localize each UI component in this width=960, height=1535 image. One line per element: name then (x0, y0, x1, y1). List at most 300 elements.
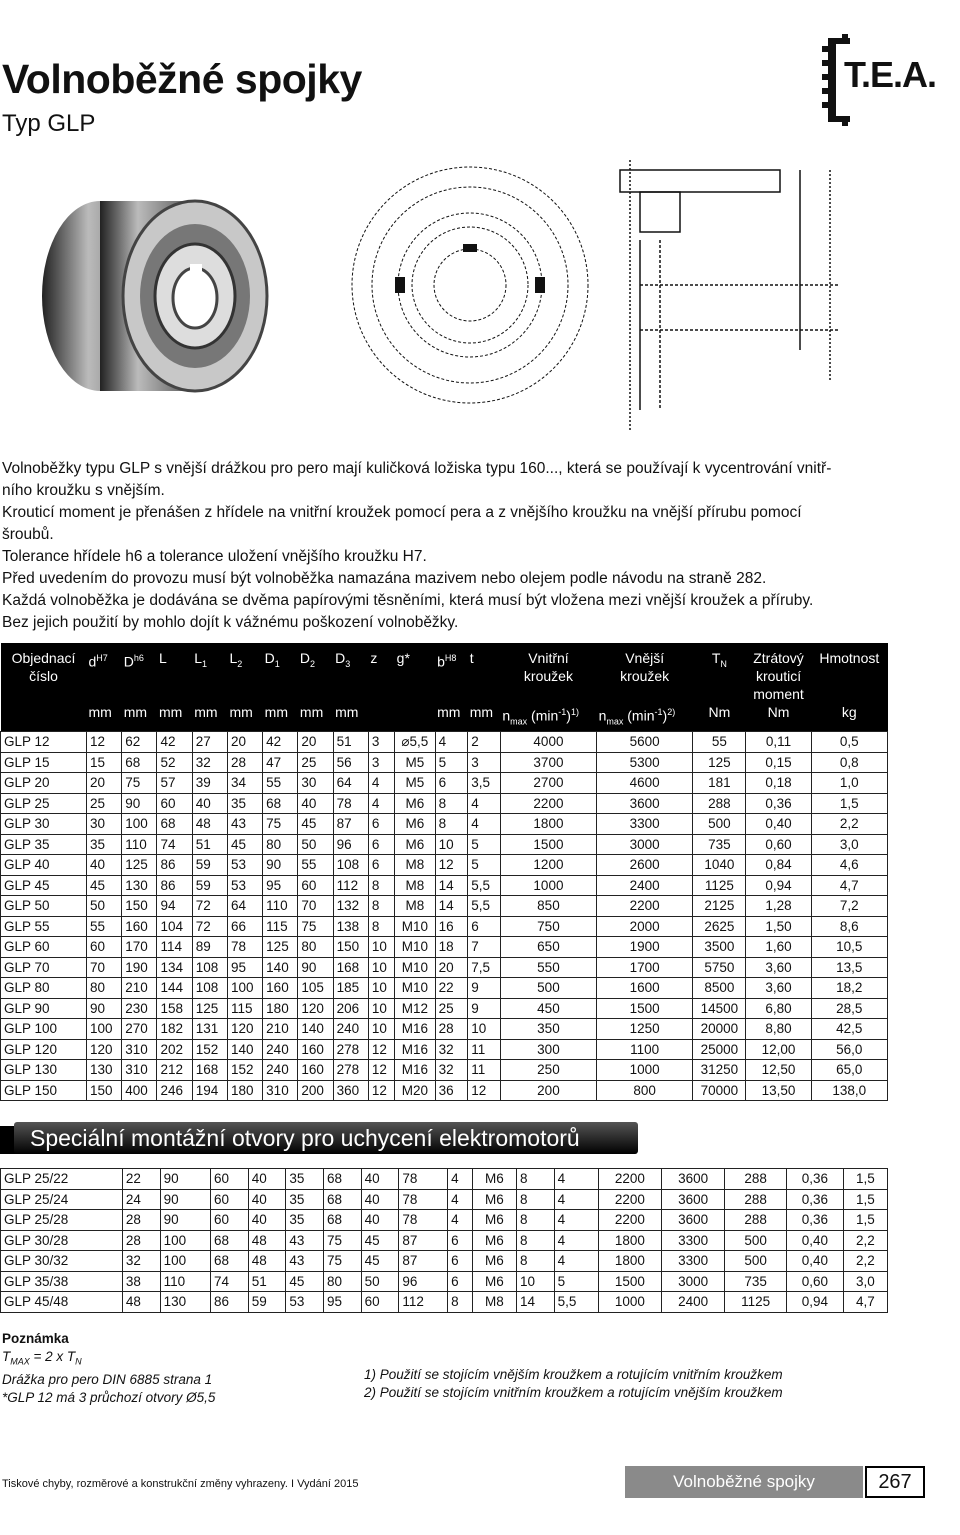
table-cell: 3600 (662, 1169, 725, 1190)
unit-cell: mm (87, 703, 122, 732)
unit-cell: mm (263, 703, 298, 732)
table-cell: 240 (263, 1060, 298, 1081)
table-cell: 4,6 (811, 855, 887, 876)
table-cell: 25000 (693, 1039, 746, 1060)
table-cell: 30 (298, 773, 333, 794)
table-cell: 80 (298, 937, 333, 958)
table-cell: 1100 (597, 1039, 693, 1060)
table-cell: 5,5 (468, 896, 501, 917)
table-cell: 5 (468, 834, 501, 855)
table-cell: 45 (361, 1230, 399, 1251)
table-cell: 8 (516, 1210, 554, 1231)
table-cell: 80 (324, 1271, 362, 1292)
table-cell: 95 (263, 875, 298, 896)
table-cell: 850 (500, 896, 596, 917)
table-header-row (1, 643, 888, 703)
table-cell: 1,5 (811, 793, 887, 814)
table-cell: M6 (472, 1271, 516, 1292)
unit-cell: Nm (693, 703, 746, 732)
header-D: $D^{h6}$ (122, 643, 157, 703)
table-cell: 60 (157, 793, 192, 814)
table-cell: 100 (160, 1230, 210, 1251)
table-cell: 0,94 (786, 1292, 843, 1313)
table-row (1, 1189, 888, 1210)
table-cell: 3600 (597, 793, 693, 814)
table-cell: 20 (435, 957, 468, 978)
table-cell: 9 (468, 998, 501, 1019)
table-cell: 25 (298, 752, 333, 773)
table-cell: GLP 90 (1, 998, 87, 1019)
table-cell: 32 (435, 1060, 468, 1081)
table-cell: 125 (263, 937, 298, 958)
front-view-drawing (335, 160, 605, 410)
unit-cell: kg (811, 703, 887, 732)
table-cell: 7,2 (811, 896, 887, 917)
table-cell: 212 (157, 1060, 192, 1081)
table-row (1, 732, 888, 753)
table-cell: 25 (435, 998, 468, 1019)
table-cell: GLP 12 (1, 732, 87, 753)
table-cell: 4 (554, 1169, 598, 1190)
table-cell: 60 (211, 1169, 249, 1190)
table-row (1, 1271, 888, 1292)
table-cell: 86 (157, 875, 192, 896)
table-cell: 40 (248, 1189, 286, 1210)
table-cell: 12 (468, 1080, 501, 1101)
table-cell: 53 (227, 855, 262, 876)
table-cell: 28,5 (811, 998, 887, 1019)
table-cell: 39 (192, 773, 227, 794)
table-cell: 86 (157, 855, 192, 876)
table-cell: 74 (211, 1271, 249, 1292)
table-cell: 74 (157, 834, 192, 855)
table-cell: 750 (500, 916, 596, 937)
special-section-header (0, 1122, 644, 1154)
table-cell: GLP 150 (1, 1080, 87, 1101)
table-cell: 8 (435, 814, 468, 835)
unit-nmax-outer: $n_{max}$ $(\min^{-1})^{2)}$ (597, 703, 693, 732)
header-L2: $L_2$ (227, 643, 262, 703)
table-cell: 140 (227, 1039, 262, 1060)
table-cell: 0,5 (811, 732, 887, 753)
table-cell: 68 (324, 1189, 362, 1210)
header-z: z (368, 643, 394, 703)
table-cell: 68 (157, 814, 192, 835)
table-cell: 4 (368, 773, 394, 794)
table-cell: 190 (122, 957, 157, 978)
table-row (1, 1169, 888, 1190)
logo-text: T.E.A. (844, 54, 937, 95)
table-cell: 500 (500, 978, 596, 999)
table-cell: 3,5 (468, 773, 501, 794)
table-cell: 170 (122, 937, 157, 958)
table-cell: 300 (500, 1039, 596, 1060)
table-cell: 8 (448, 1292, 473, 1313)
table-cell: 310 (263, 1080, 298, 1101)
table-cell: 4,7 (811, 875, 887, 896)
table-cell: 30 (87, 814, 122, 835)
intro-line: Krouticí moment je přenášen z hřídele na vnitřní kroužek pomocí pera a z vnějšího kroužku na vnější přírubu pomocí (2, 504, 802, 521)
table-cell: 1800 (500, 814, 596, 835)
table-cell: 6 (368, 814, 394, 835)
table-cell: 1250 (597, 1019, 693, 1040)
table-cell: 1,5 (843, 1169, 887, 1190)
table-cell: 0,40 (786, 1251, 843, 1272)
table-cell: 800 (597, 1080, 693, 1101)
table-cell: 18 (435, 937, 468, 958)
table-cell: M6 (395, 814, 435, 835)
table-cell: 8 (368, 875, 394, 896)
table-row (1, 773, 888, 794)
table-cell: M6 (395, 834, 435, 855)
table-row (1, 1251, 888, 1272)
table-cell: M8 (395, 896, 435, 917)
table-cell: 158 (157, 998, 192, 1019)
table-cell: 288 (725, 1210, 787, 1231)
table-cell: 68 (211, 1230, 249, 1251)
header-tn: $T_N$ (693, 643, 746, 703)
table-row (1, 814, 888, 835)
table-cell: 31250 (693, 1060, 746, 1081)
table-cell: 42,5 (811, 1019, 887, 1040)
table-cell: GLP 35 (1, 834, 87, 855)
table-cell: 3 (468, 752, 501, 773)
table-cell: 27 (192, 732, 227, 753)
footnotes (364, 1366, 783, 1402)
table-cell: 1125 (693, 875, 746, 896)
table-cell: 138 (333, 916, 368, 937)
table-cell: 240 (263, 1039, 298, 1060)
table-cell: 0,36 (786, 1169, 843, 1190)
table-cell: 3 (368, 732, 394, 753)
unit-cell: mm (468, 703, 501, 732)
table-row (1, 1080, 888, 1101)
table-cell: 70 (298, 896, 333, 917)
table-cell: 40 (361, 1189, 399, 1210)
header-vnejsi: Vnější kroužek (597, 643, 693, 703)
table-cell: 4600 (597, 773, 693, 794)
table-cell: 14 (516, 1292, 554, 1313)
table-cell: 60 (211, 1189, 249, 1210)
table-cell: 75 (122, 773, 157, 794)
table-row (1, 896, 888, 917)
table-cell: 1500 (598, 1271, 661, 1292)
table-cell: 125 (122, 855, 157, 876)
table-cell: 550 (500, 957, 596, 978)
table-cell: 130 (87, 1060, 122, 1081)
table-cell: 1000 (500, 875, 596, 896)
table-cell: 500 (725, 1251, 787, 1272)
table-cell: 14500 (693, 998, 746, 1019)
table-cell: 90 (160, 1189, 210, 1210)
table-cell: 8 (435, 793, 468, 814)
table-cell: 115 (227, 998, 262, 1019)
table-cell: M16 (395, 1039, 435, 1060)
table-cell: 40 (361, 1210, 399, 1231)
table-cell: 4 (435, 732, 468, 753)
table-cell: 62 (122, 732, 157, 753)
table-cell: 8 (516, 1169, 554, 1190)
table-cell: 108 (192, 957, 227, 978)
table-cell: 5600 (597, 732, 693, 753)
table-cell: 8500 (693, 978, 746, 999)
unit-nmax-inner: $n_{max}$ $(\min^{-1})^{1)}$ (500, 703, 596, 732)
table-cell: 3,0 (843, 1271, 887, 1292)
special-table (0, 1168, 888, 1313)
table-cell: 100 (87, 1019, 122, 1040)
table-cell: 8,80 (746, 1019, 811, 1040)
table-cell: 105 (298, 978, 333, 999)
table-cell: 100 (122, 814, 157, 835)
table-cell: 48 (192, 814, 227, 835)
table-cell: 0,60 (746, 834, 811, 855)
table-cell: GLP 30 (1, 814, 87, 835)
unit-cell (395, 703, 435, 732)
footer-box (625, 1466, 925, 1498)
table-cell: 57 (157, 773, 192, 794)
table-cell: 25 (87, 793, 122, 814)
table-cell: 90 (122, 793, 157, 814)
table-cell: 16 (435, 916, 468, 937)
table-cell: 56 (333, 752, 368, 773)
page-title: Volnoběžné spojky (2, 56, 362, 102)
table-cell: 55 (298, 855, 333, 876)
table-cell: 1,5 (843, 1189, 887, 1210)
table-cell: 87 (399, 1230, 448, 1251)
special-section-title: Speciální montážní otvory pro uchycení elektromotorů (30, 1125, 580, 1151)
table-cell: 24 (122, 1189, 160, 1210)
table-cell: GLP 70 (1, 957, 87, 978)
table-cell: 8 (516, 1251, 554, 1272)
table-cell: 40 (361, 1169, 399, 1190)
table-cell: 2200 (598, 1210, 661, 1231)
table-cell: 8 (368, 896, 394, 917)
table-cell: 50 (87, 896, 122, 917)
table-cell: 42 (157, 732, 192, 753)
table-cell: 3500 (693, 937, 746, 958)
table-cell: 78 (399, 1210, 448, 1231)
table-cell: 42 (263, 732, 298, 753)
table-cell: GLP 25/28 (1, 1210, 123, 1231)
header-d: $d^{H7}$ (87, 643, 122, 703)
header-b: $b^{H8}$ (435, 643, 468, 703)
table-cell: 5,5 (468, 875, 501, 896)
table-cell: M16 (395, 1060, 435, 1081)
table-cell: 288 (725, 1189, 787, 1210)
table-cell: 35 (286, 1169, 324, 1190)
table-row (1, 855, 888, 876)
table-cell: 120 (87, 1039, 122, 1060)
notes (2, 1330, 215, 1407)
table-cell: GLP 35/38 (1, 1271, 123, 1292)
table-cell: 180 (263, 998, 298, 1019)
intro-line: Před uvedením do provozu musí být volnoběžka namazána mazivem nebo olejem podle návodu na straně 282. (2, 570, 767, 587)
table-cell: 230 (122, 998, 157, 1019)
table-cell: 1800 (598, 1251, 661, 1272)
table-row (1, 998, 888, 1019)
table-row (1, 978, 888, 999)
table-cell: 35 (227, 793, 262, 814)
table-cell: 90 (160, 1169, 210, 1190)
table-cell: GLP 50 (1, 896, 87, 917)
table-cell: 160 (298, 1060, 333, 1081)
table-cell: 18,2 (811, 978, 887, 999)
table-cell: 70000 (693, 1080, 746, 1101)
table-row (1, 957, 888, 978)
table-cell: 3300 (597, 814, 693, 835)
header-vnitrni: Vnitřní kroužek (500, 643, 596, 703)
specs-table (0, 643, 888, 1101)
table-cell: 68 (263, 793, 298, 814)
table-cell: 150 (122, 896, 157, 917)
table-cell: 3,0 (811, 834, 887, 855)
table-cell: 115 (263, 916, 298, 937)
intro-line: Bez jejich použití by mohlo dojít k vážnému poškození volnoběžky. (2, 614, 459, 631)
table-cell: 10 (435, 834, 468, 855)
table-cell: 12 (368, 1039, 394, 1060)
table-cell: 2000 (597, 916, 693, 937)
table-cell: 96 (399, 1271, 448, 1292)
table-cell: 59 (192, 855, 227, 876)
table-cell: 6 (448, 1251, 473, 1272)
table-cell: 100 (160, 1251, 210, 1272)
page-subtitle: Typ GLP (2, 110, 96, 137)
table-cell: ⌀5,5 (395, 732, 435, 753)
table-cell: 160 (263, 978, 298, 999)
table-cell: 112 (399, 1292, 448, 1313)
table-cell: 95 (324, 1292, 362, 1313)
table-cell: 131 (192, 1019, 227, 1040)
table-cell: 68 (324, 1210, 362, 1231)
table-row (1, 875, 888, 896)
glp12-note: *GLP 12 má 3 průchozí otvory Ø5,5 (2, 1389, 216, 1405)
table-cell: 2,2 (843, 1251, 887, 1272)
table-cell: 181 (693, 773, 746, 794)
table-cell: 0,15 (746, 752, 811, 773)
table-cell: 278 (333, 1060, 368, 1081)
table-cell: 1,60 (746, 937, 811, 958)
intro-line: šroubů. (2, 526, 54, 543)
intro-line: Každá volnoběžka je dodávána se dvěma papírovými těsněními, která musí být vložena mezi vnější kroužek a příruby. (2, 592, 814, 609)
unit-cell: mm (122, 703, 157, 732)
table-cell: 288 (725, 1169, 787, 1190)
table-cell: 4000 (500, 732, 596, 753)
table-cell: M16 (395, 1019, 435, 1040)
table-cell: 104 (157, 916, 192, 937)
table-cell: 78 (227, 937, 262, 958)
table-cell: 200 (500, 1080, 596, 1101)
unit-cell: mm (157, 703, 192, 732)
table-cell: 90 (263, 855, 298, 876)
table-cell: M6 (395, 793, 435, 814)
table-cell: 152 (227, 1060, 262, 1081)
table-cell: 3300 (662, 1230, 725, 1251)
table-cell: 4 (554, 1251, 598, 1272)
table-cell: 168 (333, 957, 368, 978)
table-cell: 8,6 (811, 916, 887, 937)
table-cell: 130 (122, 875, 157, 896)
table-cell: 45 (298, 814, 333, 835)
table-cell: 1,5 (843, 1210, 887, 1231)
table-cell: 2200 (598, 1189, 661, 1210)
table-cell: 0,8 (811, 752, 887, 773)
table-cell: 6 (468, 916, 501, 937)
table-cell: 80 (263, 834, 298, 855)
table-cell: 12 (87, 732, 122, 753)
table-cell: 32 (192, 752, 227, 773)
table-cell: 246 (157, 1080, 192, 1101)
table-cell: 2400 (597, 875, 693, 896)
table-cell: M6 (472, 1169, 516, 1190)
table-cell: 270 (122, 1019, 157, 1040)
table-cell: 2200 (597, 896, 693, 917)
table-cell: 400 (122, 1080, 157, 1101)
table-cell: 168 (192, 1060, 227, 1081)
table-cell: 4,7 (843, 1292, 887, 1313)
table-cell: 114 (157, 937, 192, 958)
notes-heading: Poznámka (2, 1331, 69, 1346)
table-cell: 45 (361, 1251, 399, 1272)
table-cell: 2600 (597, 855, 693, 876)
table-cell: 110 (122, 834, 157, 855)
table-cell: 160 (122, 916, 157, 937)
tmax-note: $T_{MAX} = 2$ x $T_N$ (2, 1349, 82, 1367)
table-cell: GLP 55 (1, 916, 87, 937)
table-cell: 3600 (662, 1210, 725, 1231)
table-row (1, 1210, 888, 1231)
table-cell: 194 (192, 1080, 227, 1101)
table-cell: 6 (368, 855, 394, 876)
table-cell: M6 (472, 1210, 516, 1231)
table-cell: GLP 30/28 (1, 1230, 123, 1251)
table-cell: 1700 (597, 957, 693, 978)
table-cell: 59 (192, 875, 227, 896)
table-cell: 310 (122, 1039, 157, 1060)
table-cell: 2200 (598, 1169, 661, 1190)
table-cell: 4 (554, 1189, 598, 1210)
table-cell: 1,28 (746, 896, 811, 917)
table-cell: 240 (333, 1019, 368, 1040)
unit-cell: mm (227, 703, 262, 732)
product-photo (30, 186, 280, 411)
table-cell: 20 (87, 773, 122, 794)
table-cell: 80 (87, 978, 122, 999)
table-cell: 5,5 (554, 1292, 598, 1313)
table-cell: 68 (211, 1251, 249, 1272)
table-row (1, 916, 888, 937)
table-cell: 1000 (598, 1292, 661, 1313)
table-cell: 130 (160, 1292, 210, 1313)
table-cell: 10 (368, 1019, 394, 1040)
table-row (1, 1230, 888, 1251)
table-cell: 10 (368, 978, 394, 999)
table-cell: 75 (263, 814, 298, 835)
table-cell: 36 (435, 1080, 468, 1101)
table-cell: 0,36 (786, 1210, 843, 1231)
table-cell: 90 (160, 1210, 210, 1231)
table-cell: M6 (472, 1251, 516, 1272)
table-cell: 185 (333, 978, 368, 999)
table-cell: 68 (122, 752, 157, 773)
table-cell: 120 (227, 1019, 262, 1040)
table-cell: 1500 (597, 998, 693, 1019)
table-cell: 28 (435, 1019, 468, 1040)
table-cell: M5 (395, 752, 435, 773)
header-D1: $D_1$ (263, 643, 298, 703)
table-cell: 48 (248, 1251, 286, 1272)
table-cell: 75 (324, 1251, 362, 1272)
table-cell: 68 (324, 1169, 362, 1190)
